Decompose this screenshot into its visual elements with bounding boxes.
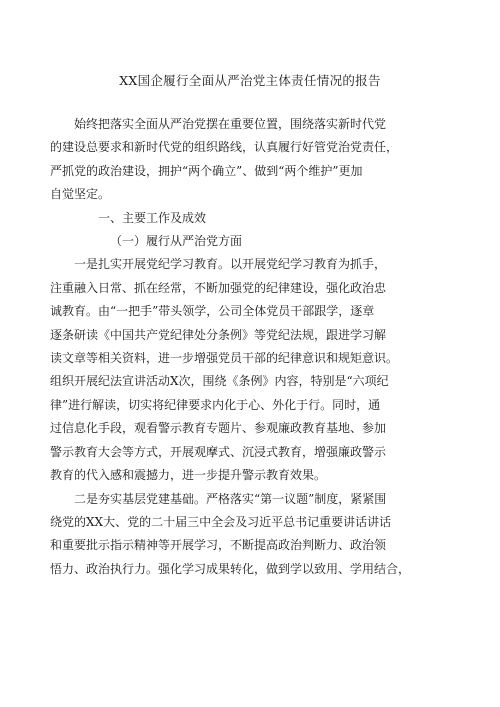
text-line: 的建设总要求和新时代党的组织路线，认真履行好管党治党责任，	[50, 140, 399, 155]
document-body	[50, 113, 434, 581]
text-line: 和重要批示指示精神等开展学习，不断提高政治判断力、政治领	[50, 538, 387, 553]
text-line: 注重融入日常、抓在经常，不断加强党的纪律建设，强化政治忠	[50, 280, 387, 295]
subsection-heading: （一）履行从严治党方面	[110, 234, 243, 249]
text-line: 教育的代入感和震撼力，进一步提升警示教育效果。	[50, 468, 327, 483]
document-title: XX国企履行全面从严治党主体责任情况的报告	[119, 73, 381, 88]
text-line: 严抓党的政治建设，拥护“两个确立”、做到“两个维护”更加	[50, 163, 363, 178]
text-line: 二是夯实基层党建基础。严格落实“第一议题”制度，紧紧围	[74, 491, 387, 506]
text-line: 自觉坚定。	[50, 187, 111, 202]
text-line: 组织开展纪法宣讲活动X次，围绕《条例》内容，特别是“六项纪	[50, 374, 389, 389]
text-line: 过信息化手段，观看警示教育专题片、参观廉政教育基地、参加	[50, 421, 387, 436]
text-line: 始终把落实全面从严治党摆在重要位置，围绕落实新时代党	[74, 117, 387, 131]
section-heading: 一、主要工作及成效	[98, 210, 207, 225]
text-line: 绕党的XX大、党的二十届三中全会及习近平总书记重要讲话讲话	[50, 514, 392, 529]
text-line: 律”进行解读，切实将纪律要求内化于心、外化于行。同时，通	[50, 397, 381, 412]
intro-paragraph	[50, 113, 434, 207]
body-paragraph-2	[50, 488, 434, 582]
text-line: 一是扎实开展党纪学习教育。以开展党纪学习教育为抓手，	[74, 257, 387, 272]
text-line: 警示教育大会等方式，开展观摩式、沉浸式教育，增强廉政警示	[50, 444, 387, 459]
text-line: 读文章等相关资料，进一步增强党员干部的纪律意识和规矩意识。	[50, 351, 399, 366]
text-line: 诚教育。由“一把手”带头领学，公司全体党员干部跟学，逐章	[50, 304, 375, 319]
body-paragraph-1	[50, 253, 434, 487]
text-line: 逐条研读《中国共产党纪律处分条例》等党纪法规，跟进学习解	[50, 327, 387, 342]
text-line: 悟力、政治执行力。强化学习成果转化，做到学以致用、学用结合，	[50, 561, 411, 576]
